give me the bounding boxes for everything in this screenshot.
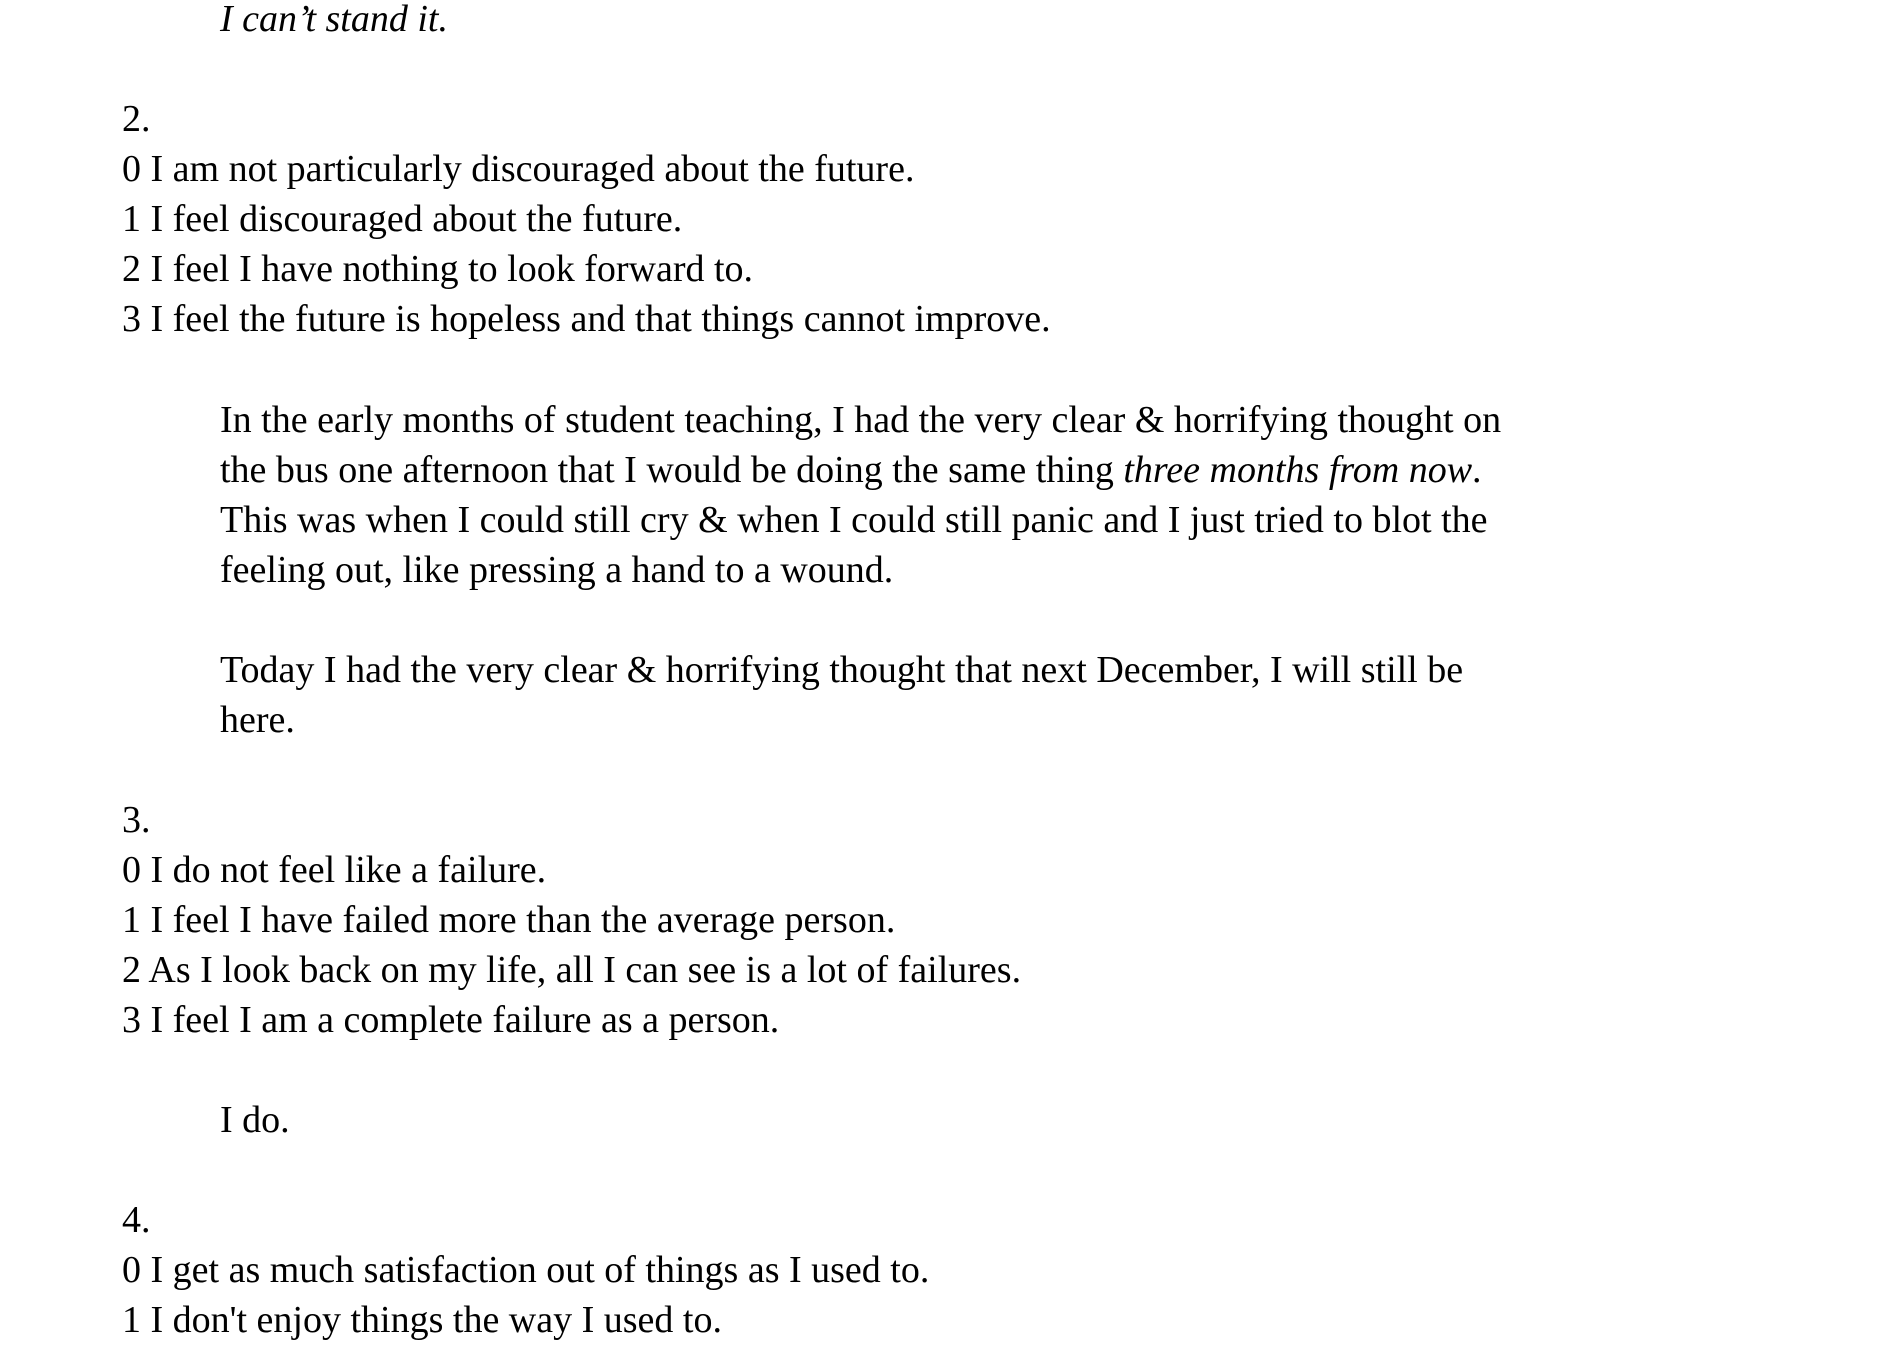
question-number: 4.	[122, 1199, 151, 1241]
question-2	[122, 94, 1051, 344]
response-line: feeling out, like pressing a hand to a wound.	[220, 549, 894, 591]
question-number: 3.	[122, 799, 151, 841]
response-line: here.	[220, 699, 295, 741]
option-item: 1 I don't enjoy things the way I used to.	[122, 1299, 722, 1341]
response-line: I do.	[220, 1099, 290, 1141]
response-line: Today I had the very clear & horrifying thought that next December, I will still be	[220, 649, 1464, 691]
option-item: 3 I feel I am a complete failure as a person.	[122, 999, 780, 1041]
question-3	[122, 795, 1021, 1045]
response-text: the bus one afternoon that I would be doing the same thing	[220, 449, 1124, 491]
response-text: .	[1472, 449, 1482, 491]
option-item: 1 I feel discouraged about the future.	[122, 198, 683, 240]
question-2-response-1	[220, 395, 1501, 595]
option-item: 0 I do not feel like a failure.	[122, 849, 547, 891]
question-number: 2.	[122, 98, 151, 140]
response-line: In the early months of student teaching, I had the very clear & horrifying thought on	[220, 399, 1502, 441]
option-item: 3 I feel the future is hopeless and that things cannot improve.	[122, 298, 1051, 340]
intro-response	[220, 0, 448, 44]
question-2-response-2	[220, 645, 1463, 745]
question-4	[122, 1195, 929, 1345]
response-line	[220, 445, 1501, 495]
response-line: This was when I could still cry & when I could still panic and I just tried to blot the	[220, 499, 1488, 541]
option-item: 1 I feel I have failed more than the average person.	[122, 899, 896, 941]
intro-response-text: I can’t stand it.	[220, 0, 448, 40]
option-item: 2 As I look back on my life, all I can see is a lot of failures.	[122, 949, 1022, 991]
option-item: 0 I get as much satisfaction out of things as I used to.	[122, 1249, 930, 1291]
question-3-response	[220, 1095, 290, 1145]
response-emphasis: three months from now	[1123, 449, 1473, 491]
option-item: 2 I feel I have nothing to look forward to.	[122, 248, 754, 290]
option-item: 0 I am not particularly discouraged about the future.	[122, 148, 915, 190]
